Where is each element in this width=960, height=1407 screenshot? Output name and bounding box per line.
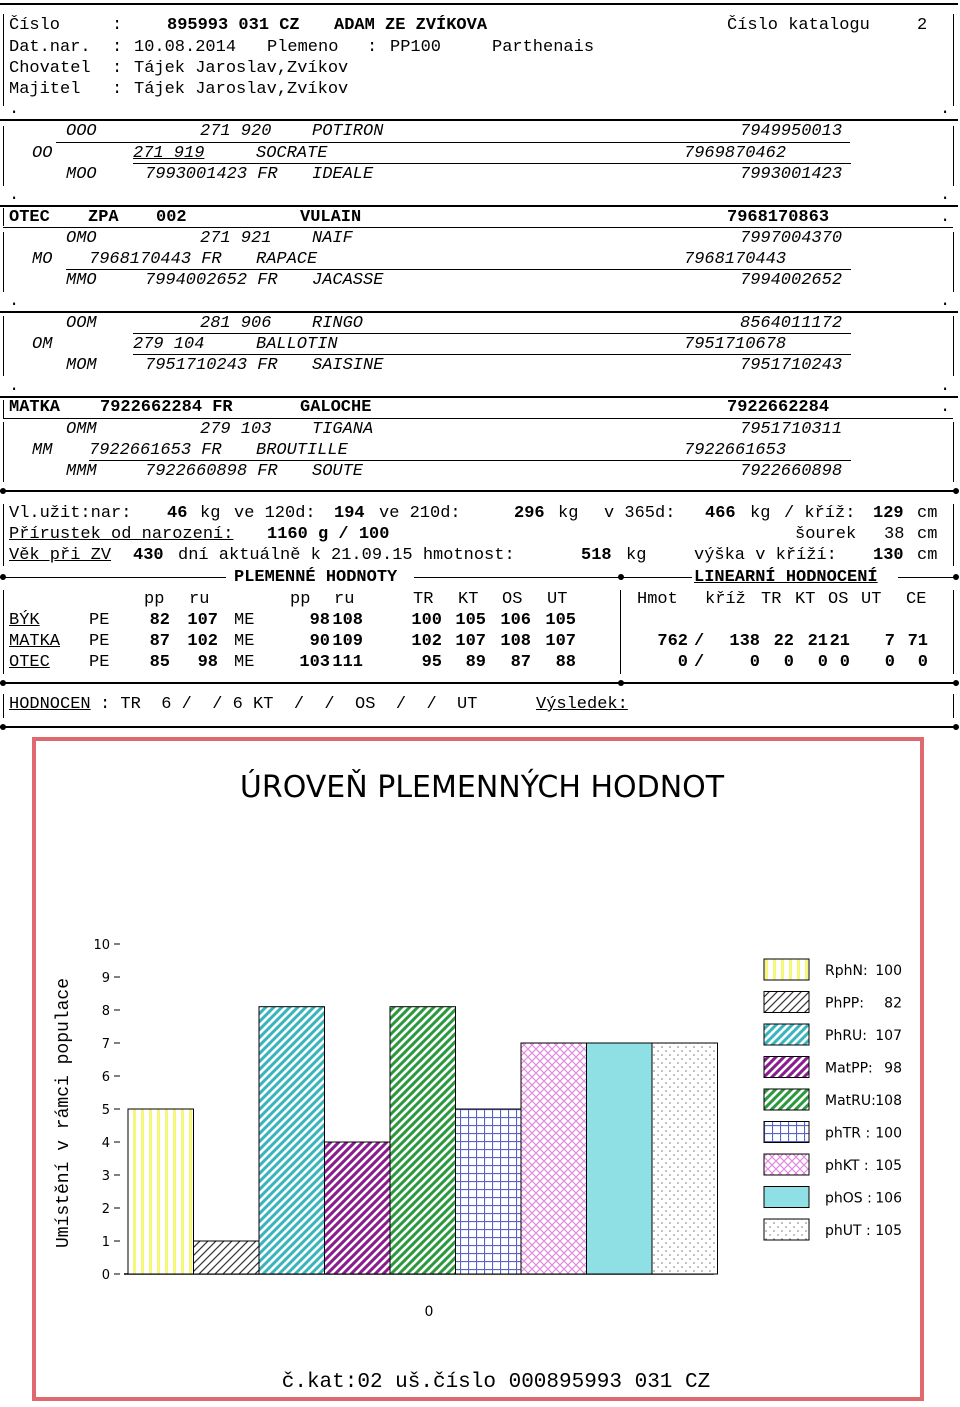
mom-code: MOM xyxy=(66,356,97,375)
table-cell-tr: 95 xyxy=(421,653,442,672)
plemeno-name: Parthenais xyxy=(492,38,595,57)
col-kt: KT xyxy=(458,590,479,609)
mmm-id: 7922660898 xyxy=(740,462,843,481)
mmo-id: 7994002652 xyxy=(740,271,843,290)
majitel-value: Tájek Jaroslav,Zvíkov xyxy=(134,80,349,99)
bar-8 xyxy=(652,1043,718,1274)
moo-id: 7993001423 xyxy=(740,165,843,184)
omo-code: OMO xyxy=(66,229,97,248)
colon: : xyxy=(112,38,123,57)
table-cell-pe: PE xyxy=(89,653,110,672)
mm-code: MM xyxy=(32,441,53,460)
bar-1 xyxy=(194,1241,260,1274)
legend-label: MatPP: xyxy=(825,1060,873,1077)
chart-frame xyxy=(32,737,924,1401)
y-tick-label: 2 xyxy=(101,1202,110,1217)
table-cell-ce: 0 xyxy=(917,653,928,672)
legend-value: 107 xyxy=(875,1028,902,1044)
rule-5 xyxy=(0,490,958,492)
y-tick-label: 8 xyxy=(101,1004,110,1019)
left-border xyxy=(3,400,4,418)
table-cell-hmot: 762 xyxy=(657,632,688,651)
chovatel-label: Chovatel xyxy=(9,59,91,78)
corner-dot xyxy=(953,488,959,494)
table-cell-label: BÝK xyxy=(9,611,40,630)
hodnoceni-text: : TR 6 / / 6 KT / / OS / / UT xyxy=(100,695,478,714)
linearni-title: LINEARNÍ HODNOCENÍ xyxy=(694,568,878,587)
otec-num: 002 xyxy=(156,208,187,227)
vl-label: Vl.užit:nar: xyxy=(9,504,132,523)
datnar-value: 10.08.2014 xyxy=(134,38,237,57)
col-lkt: KT xyxy=(795,590,816,609)
kg-unit: kg xyxy=(626,546,647,565)
legend-label: phUT : xyxy=(825,1223,871,1239)
datnar-label: Dat.nar. xyxy=(9,38,91,57)
legend-swatch xyxy=(764,1122,809,1143)
matka-num: 7922662284 FR xyxy=(100,398,233,417)
colon: : xyxy=(112,59,123,78)
legend-label: MatRU: xyxy=(825,1093,876,1109)
v365-label: v 365d: xyxy=(604,504,676,523)
col-kriz: kříž xyxy=(705,590,746,609)
prirustek-label: Přírustek od narození: xyxy=(9,525,234,544)
table-cell-slash: / xyxy=(694,632,705,651)
table-cell-ut: 105 xyxy=(545,611,576,630)
ooo-id: 7949950013 xyxy=(740,122,843,141)
cm-unit: cm xyxy=(917,546,938,565)
moo-name: IDEALE xyxy=(312,165,374,184)
dot-marker: . xyxy=(940,100,951,119)
legend-value: 100 xyxy=(875,1125,902,1142)
omo-num: 271 921 xyxy=(200,229,272,248)
right-border xyxy=(953,14,954,106)
col-ru: ru xyxy=(189,590,210,609)
cm-unit: cm xyxy=(917,504,938,523)
legend-swatch xyxy=(764,1187,809,1208)
table-divider xyxy=(620,590,621,674)
table-cell-ut: 107 xyxy=(545,632,576,651)
corner-dot xyxy=(618,680,624,686)
mmo-code: MMO xyxy=(66,271,97,290)
oo-num: 271 919 xyxy=(133,144,205,163)
col-los: OS xyxy=(828,590,849,609)
table-cell-ltr: 0 xyxy=(783,653,794,672)
col-pp: pp xyxy=(144,590,165,609)
dot-marker: . xyxy=(940,292,951,311)
otec-zpa: ZPA xyxy=(88,208,119,227)
table-cell-kt: 105 xyxy=(455,611,486,630)
hodnoceni-label: HODNOCEN xyxy=(9,695,91,714)
vek-label: Věk při ZV xyxy=(9,546,112,565)
prirustek-value: 1160 g / 100 xyxy=(267,525,390,544)
rule-1 xyxy=(0,119,958,121)
col-ltr: TR xyxy=(761,590,782,609)
table-cell-ru: 107 xyxy=(187,611,218,630)
moo-num: 7993001423 FR xyxy=(145,165,278,184)
x-tick-label: 0 xyxy=(424,1304,434,1320)
legend-swatch xyxy=(764,1057,809,1078)
y-tick-label: 10 xyxy=(93,938,110,953)
table-cell-me: ME xyxy=(234,611,255,630)
table-cell-lut: 0 xyxy=(884,653,895,672)
table-cell-lkt: 0 xyxy=(817,653,828,672)
bar-7 xyxy=(587,1043,653,1274)
left-border xyxy=(3,126,4,186)
oom-num: 281 906 xyxy=(200,314,272,333)
oo-id: 7969870462 xyxy=(684,144,787,163)
bar-0 xyxy=(128,1109,194,1274)
mom-id: 7951710243 xyxy=(740,356,843,375)
vek-value: 430 xyxy=(133,546,164,565)
otec-name: VULAIN xyxy=(300,208,362,227)
right-border xyxy=(953,126,954,186)
rule-2 xyxy=(0,205,958,207)
plemeno-label: Plemeno xyxy=(267,38,339,57)
mmm-name: SOUTE xyxy=(312,462,364,481)
om-name: BALLOTIN xyxy=(256,335,338,354)
matka-id: 7922662284 xyxy=(727,398,830,417)
table-cell-me: ME xyxy=(234,653,255,672)
col-lut: UT xyxy=(861,590,882,609)
corner-dot xyxy=(953,724,959,730)
right-border xyxy=(953,232,954,292)
otec-id: 7968170863 xyxy=(727,208,830,227)
top-border xyxy=(0,3,958,5)
legend-value: 82 xyxy=(884,995,902,1012)
legend-value: 105 xyxy=(875,1158,902,1174)
dot-marker: . xyxy=(9,186,20,205)
table-cell-os: 106 xyxy=(500,611,531,630)
table-cell-lut: 7 xyxy=(884,632,895,651)
table-cell-os: 87 xyxy=(510,653,531,672)
oom-code: OOM xyxy=(66,314,97,333)
table-cell-pp: 82 xyxy=(149,611,170,630)
col-tr: TR xyxy=(413,590,434,609)
y-tick-label: 1 xyxy=(101,1235,110,1250)
table-cell-ru: 98 xyxy=(197,653,218,672)
y-tick-label: 9 xyxy=(101,971,110,986)
y-tick-label: 4 xyxy=(101,1136,110,1151)
table-cell-mru: 111 xyxy=(332,653,363,672)
table-cell-mru: 109 xyxy=(332,632,363,651)
chovatel-value: Tájek Jaroslav,Zvíkov xyxy=(134,59,349,78)
katalog-label: Číslo katalogu xyxy=(727,16,870,35)
table-cell-me: ME xyxy=(234,632,255,651)
legend-value: 100 xyxy=(875,963,902,979)
mo-code: MO xyxy=(32,250,53,269)
corner-dot xyxy=(0,724,6,730)
legend-swatch xyxy=(764,959,809,980)
oo-code: OO xyxy=(32,144,53,163)
cm-unit: cm xyxy=(917,525,938,544)
left-border xyxy=(3,504,4,566)
table-cell-los: 0 xyxy=(839,653,850,672)
vyska-label: výška v kříží: xyxy=(694,546,837,565)
table-cell-kt: 107 xyxy=(455,632,486,651)
colon: : xyxy=(112,16,123,35)
y-tick-label: 6 xyxy=(101,1070,110,1085)
col-ut: UT xyxy=(547,590,568,609)
kg-unit: kg xyxy=(750,504,771,523)
legend-label: PhRU: xyxy=(825,1028,868,1044)
omo-name: NAIF xyxy=(312,229,353,248)
omm-id: 7951710311 xyxy=(740,420,843,439)
table-cell-mru: 108 xyxy=(332,611,363,630)
table-cell-ut: 88 xyxy=(555,653,576,672)
mm-id: 7922661653 xyxy=(684,441,787,460)
rule-3 xyxy=(0,311,958,313)
omo-id: 7997004370 xyxy=(740,229,843,248)
legend-swatch xyxy=(764,1024,809,1045)
table-cell-hmot: 0 xyxy=(677,653,688,672)
ooo-name: POTIRON xyxy=(312,122,384,141)
left-border xyxy=(3,316,4,376)
mmm-num: 7922660898 FR xyxy=(145,462,278,481)
table-cell-pp: 85 xyxy=(149,653,170,672)
om-id: 7951710678 xyxy=(684,335,787,354)
col-mpp: pp xyxy=(290,590,311,609)
matka-name: GALOCHE xyxy=(300,398,372,417)
left-border xyxy=(3,590,4,674)
table-cell-tr: 100 xyxy=(411,611,442,630)
table-cell-os: 108 xyxy=(500,632,531,651)
legend-label: PhPP: xyxy=(825,995,864,1012)
dot-marker: . xyxy=(940,377,951,396)
moo-code: MOO xyxy=(66,165,97,184)
left-border xyxy=(3,14,4,106)
table-cell-label: MATKA xyxy=(9,632,61,651)
legend-value: 106 xyxy=(875,1190,902,1207)
birth-weight: 46 xyxy=(167,504,188,523)
ve120-label: ve 120d: xyxy=(234,504,316,523)
y-tick-label: 7 xyxy=(101,1037,110,1052)
kg-unit: kg xyxy=(558,504,579,523)
left-border xyxy=(3,694,4,718)
ooo-num: 271 920 xyxy=(200,122,272,141)
y-tick-label: 3 xyxy=(101,1169,110,1184)
kg-unit: kg xyxy=(200,504,221,523)
rule-6 xyxy=(0,682,958,684)
bar-4 xyxy=(390,1007,456,1274)
legend-swatch xyxy=(764,992,809,1013)
colon: : xyxy=(367,38,378,57)
mo-id: 7968170443 xyxy=(684,250,787,269)
bar-2 xyxy=(259,1007,325,1274)
left-border xyxy=(3,232,4,292)
legend-swatch xyxy=(764,1154,809,1175)
table-cell-kriz: 0 xyxy=(749,653,760,672)
dot-marker: . xyxy=(940,398,951,417)
ooo-code: OOO xyxy=(66,122,97,141)
matka-code: MATKA xyxy=(9,398,61,417)
col-hmot: Hmot xyxy=(637,590,678,609)
otec-code: OTEC xyxy=(9,208,50,227)
omm-code: OMM xyxy=(66,420,97,439)
om-code: OM xyxy=(32,335,53,354)
hmotnost-value: 518 xyxy=(581,546,612,565)
y-axis-label: Umístění v rámci populace xyxy=(54,977,74,1249)
legend-label: phKT : xyxy=(825,1158,869,1174)
legend-label: RphN: xyxy=(825,963,868,979)
table-cell-mpp: 90 xyxy=(309,632,330,651)
legend-value: 108 xyxy=(875,1093,902,1109)
vyska-value: 130 xyxy=(873,546,904,565)
corner-dot xyxy=(0,680,6,686)
table-cell-ce: 71 xyxy=(907,632,928,651)
table-cell-lkt: 21 xyxy=(807,632,828,651)
table-cell-pp: 87 xyxy=(149,632,170,651)
chart-footer: č.kat:02 uš.číslo 000895993 031 CZ xyxy=(281,1371,711,1394)
legend-label: phOS : xyxy=(825,1190,872,1207)
col-os: OS xyxy=(502,590,523,609)
majitel-label: Majitel xyxy=(9,80,81,99)
dot-marker: . xyxy=(940,208,951,227)
vek-text: dní aktuálně k 21.09.15 hmotnost: xyxy=(178,546,515,565)
right-border xyxy=(953,316,954,376)
col-ce: CE xyxy=(906,590,927,609)
mm-name: BROUTILLE xyxy=(256,441,348,460)
table-cell-pe: PE xyxy=(89,611,110,630)
mom-num: 7951710243 FR xyxy=(145,356,278,375)
left-border xyxy=(3,208,4,226)
breeding-value-chart xyxy=(36,741,920,1397)
weight-365: 466 xyxy=(705,504,736,523)
mmm-code: MMM xyxy=(66,462,97,481)
mmo-name: JACASSE xyxy=(312,271,384,290)
bar-6 xyxy=(521,1043,587,1274)
table-cell-mpp: 98 xyxy=(309,611,330,630)
dot-marker: . xyxy=(9,377,20,396)
table-cell-slash: / xyxy=(694,653,705,672)
y-tick-label: 0 xyxy=(101,1268,110,1283)
right-border xyxy=(953,694,954,718)
table-cell-label: OTEC xyxy=(9,653,50,672)
right-border xyxy=(953,422,954,482)
ve210-label: ve 210d: xyxy=(379,504,461,523)
weight-120: 194 xyxy=(334,504,365,523)
table-cell-kt: 89 xyxy=(465,653,486,672)
katalog-value: 2 xyxy=(917,16,928,35)
plemeno-value: PP100 xyxy=(390,38,442,57)
legend-value: 105 xyxy=(875,1223,902,1239)
oo-name: SOCRATE xyxy=(256,144,328,163)
table-cell-ltr: 22 xyxy=(773,632,794,651)
dot-marker: . xyxy=(9,100,20,119)
weight-210: 296 xyxy=(514,504,545,523)
legend-label: phTR : xyxy=(825,1125,871,1142)
y-tick-label: 5 xyxy=(101,1103,110,1118)
sourek-value: 38 xyxy=(884,525,905,544)
col-mru: ru xyxy=(334,590,355,609)
mom-name: SAISINE xyxy=(312,356,384,375)
dot-marker: . xyxy=(940,186,951,205)
corner-dot xyxy=(953,680,959,686)
sourek-label: šourek xyxy=(795,525,857,544)
cislo-label: Číslo xyxy=(9,16,61,35)
omm-name: TIGANA xyxy=(312,420,374,439)
kriz-value: 129 xyxy=(873,504,904,523)
right-border xyxy=(953,504,954,566)
mo-num: 7968170443 FR xyxy=(89,250,222,269)
om-num: 279 104 xyxy=(133,335,205,354)
animal-name: ADAM ZE ZVÍKOVA xyxy=(334,16,488,35)
table-cell-mpp: 103 xyxy=(299,653,330,672)
bar-5 xyxy=(456,1109,522,1274)
oom-name: RINGO xyxy=(312,314,364,333)
colon: : xyxy=(112,80,123,99)
vysledek-label: Výsledek: xyxy=(536,695,628,714)
table-cell-ru: 102 xyxy=(187,632,218,651)
table-cell-los: 21 xyxy=(829,632,850,651)
table-cell-kriz: 138 xyxy=(729,632,760,651)
mmo-num: 7994002652 FR xyxy=(145,271,278,290)
mo-name: RAPACE xyxy=(256,250,318,269)
legend-value: 98 xyxy=(884,1060,902,1077)
mm-num: 7922661653 FR xyxy=(89,441,222,460)
chart-title: ÚROVEŇ PLEMENNÝCH HODNOT xyxy=(239,770,725,805)
left-border xyxy=(3,422,4,482)
right-border xyxy=(953,590,954,674)
table-cell-tr: 102 xyxy=(411,632,442,651)
dot-marker: . xyxy=(9,292,20,311)
legend-swatch xyxy=(764,1219,809,1240)
plemenne-title: PLEMENNÉ HODNOTY xyxy=(230,568,401,588)
corner-dot xyxy=(0,488,6,494)
cislo-value: 895993 031 CZ xyxy=(167,16,300,35)
omm-num: 279 103 xyxy=(200,420,272,439)
legend-swatch xyxy=(764,1089,809,1110)
bar-3 xyxy=(325,1142,391,1274)
table-cell-pe: PE xyxy=(89,632,110,651)
rule-7 xyxy=(0,726,958,728)
kriz-label: / kříž: xyxy=(784,504,856,523)
oom-id: 8564011172 xyxy=(740,314,843,333)
